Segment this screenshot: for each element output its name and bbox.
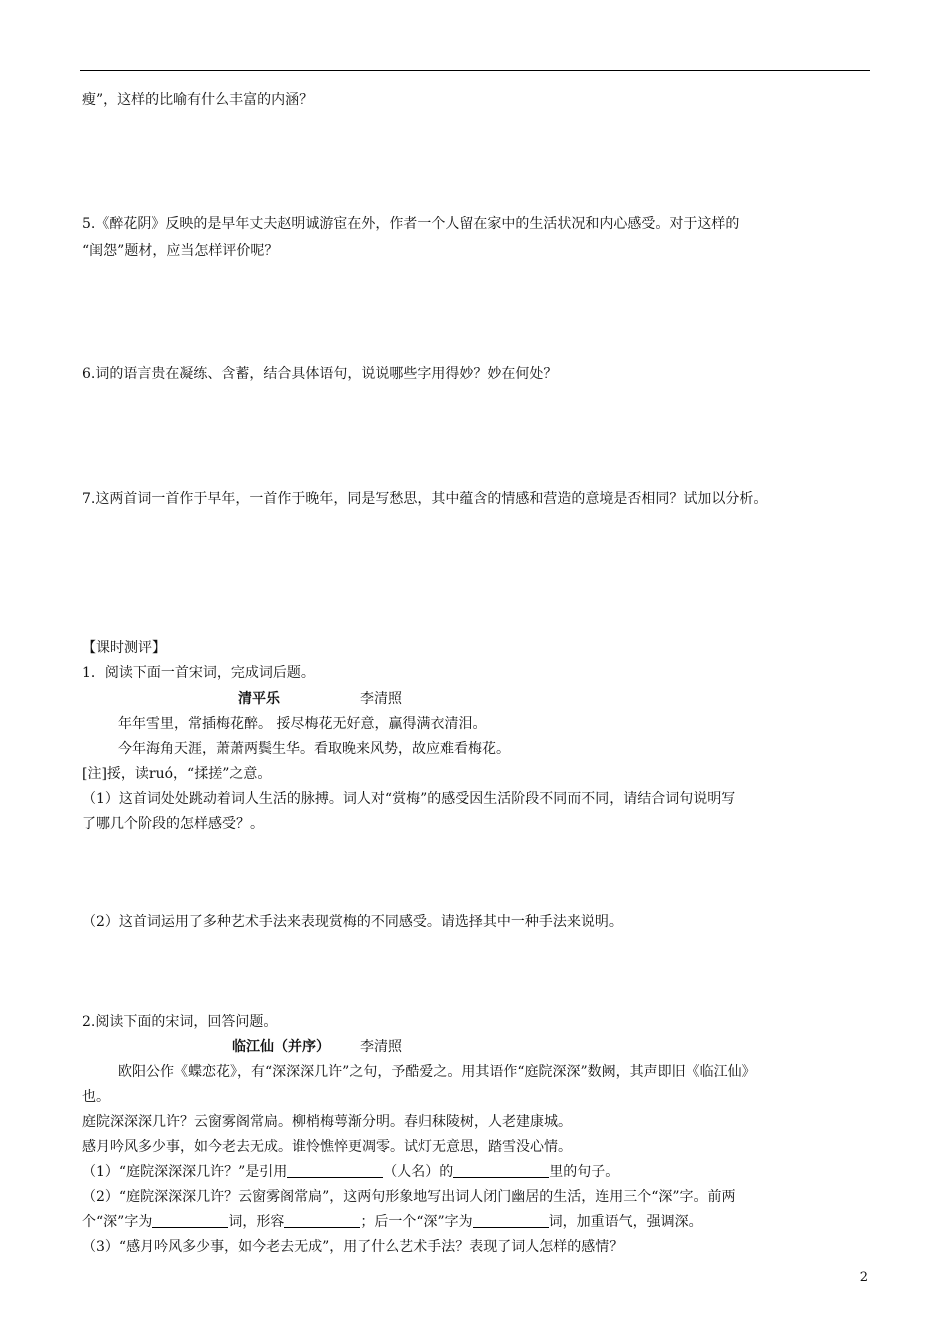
answer-blank-word-type-2[interactable] xyxy=(473,1213,549,1228)
poem-1-line-1: 年年雪里，常插梅花醉。 挼尽梅花无好意，赢得满衣清泪。 xyxy=(118,716,487,732)
header-rule xyxy=(80,70,870,71)
q2-1 xyxy=(82,1162,619,1182)
poem-2-line-1: 庭院深深深几许？云窗雾阁常扃。柳梢梅萼渐分明。春归秣陵树，人老建康城。 xyxy=(82,1114,572,1130)
sub-question-1-line-1: （1）这首词处处跳动着词人生活的脉搏。词人对“赏梅”的感受因生活阶段不同而不同，请结合词句说明写 xyxy=(82,791,736,807)
sub-question-1-line-2: 了哪几个阶段的怎样感受？。 xyxy=(82,816,264,832)
q2-2-text-2: 词，形容 xyxy=(228,1214,285,1230)
section-heading: 【课时测评】 xyxy=(82,640,166,656)
answer-blank-describes[interactable] xyxy=(284,1213,360,1228)
poem-2-preface-line-1: 欧阳公作《蝶恋花》，有“深深深几许”之句，予酷爱之。用其语作“庭院深深”数阙，其声即旧《临江仙》 xyxy=(118,1064,756,1080)
q4-continuation: 瘦”，这样的比喻有什么丰富的内涵？ xyxy=(82,92,314,108)
poem-1-heading xyxy=(238,689,402,709)
poem-2-heading xyxy=(232,1037,402,1057)
answer-blank-word-type-1[interactable] xyxy=(152,1213,228,1228)
question-6: 6.词的语言贵在凝练、含蓄，结合具体语句，说说哪些字用得妙？妙在何处？ xyxy=(82,366,558,382)
poem-2-line-2: 感月吟风多少事，如今老去无成。谁怜憔悴更凋零。试灯无意思，踏雪没心情。 xyxy=(82,1139,572,1155)
q2-2-text-1: 个“深”字为 xyxy=(82,1214,153,1230)
poem-1-author: 李清照 xyxy=(360,691,402,707)
page-number: 2 xyxy=(859,1270,868,1285)
answer-blank-work[interactable] xyxy=(453,1163,549,1178)
answer-blank-author[interactable] xyxy=(287,1163,383,1178)
task-1-intro: 1．阅读下面一首宋词，完成词后题。 xyxy=(82,665,315,681)
question-5-line-1: 5.《醉花阴》反映的是早年丈夫赵明诚游宦在外，作者一个人留在家中的生活状况和内心感受。对于这样的 xyxy=(82,216,740,232)
poem-1-line-2: 今年海角天涯，萧萧两鬓生华。看取晚来风势，故应难看梅花。 xyxy=(118,741,510,757)
q2-1-text-b: （人名）的 xyxy=(383,1164,454,1180)
q2-2-line-1: （2）“庭院深深深几许？云窗雾阁常扃”，这两句形象地写出词人闭门幽居的生活，连用三个“深”字。前两 xyxy=(82,1189,736,1205)
q2-1-text-c: 里的句子。 xyxy=(549,1164,620,1180)
poem-2-title: 临江仙（并序） xyxy=(232,1039,330,1055)
sub-question-2: （2）这首词运用了多种艺术手法来表现赏梅的不同感受。请选择其中一种手法来说明。 xyxy=(82,914,623,930)
poem-2-author: 李清照 xyxy=(360,1039,402,1055)
q2-3: （3）“感月吟风多少事，如今老去无成”，用了什么艺术手法？表现了词人怎样的感情？ xyxy=(82,1239,624,1255)
q2-1-text-a: （1）“庭院深深深几许？”是引用 xyxy=(82,1164,288,1180)
task-2-intro: 2.阅读下面的宋词，回答问题。 xyxy=(82,1014,278,1030)
question-5-line-2: “闺怨”题材，应当怎样评价呢？ xyxy=(82,243,279,259)
q2-2-text-3: ；后一个“深”字为 xyxy=(360,1214,473,1230)
poem-1-note: [注]挼，读ruó，“揉搓”之意。 xyxy=(82,766,272,782)
q2-2-text-4: 词，加重语气，强调深。 xyxy=(548,1214,703,1230)
poem-2-preface-line-2: 也。 xyxy=(82,1089,110,1105)
poem-1-title: 清平乐 xyxy=(238,691,280,707)
question-7: 7.这两首词一首作于早年，一首作于晚年，同是写愁思，其中蕴含的情感和营造的意境是否相同？试加以分析。 xyxy=(82,491,768,507)
q2-2-line-2 xyxy=(82,1212,703,1232)
